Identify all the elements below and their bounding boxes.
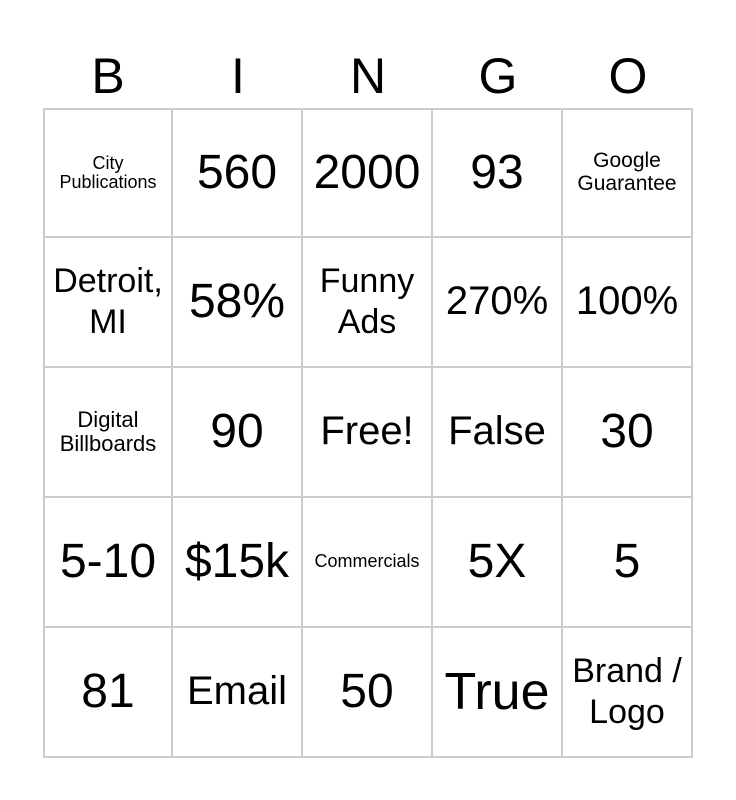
bingo-cell[interactable]: 560	[173, 108, 303, 238]
bingo-cell[interactable]: True	[433, 628, 563, 758]
header-letter-b: B	[91, 48, 125, 104]
header-letter-g: G	[478, 48, 518, 104]
bingo-cell[interactable]: 58%	[173, 238, 303, 368]
bingo-cell[interactable]: Google Guarantee	[563, 108, 693, 238]
header-letter-i: I	[231, 48, 245, 104]
bingo-cell[interactable]: 93	[433, 108, 563, 238]
bingo-cell[interactable]: Digital Billboards	[43, 368, 173, 498]
bingo-header	[43, 44, 693, 108]
bingo-cell[interactable]: False	[433, 368, 563, 498]
header-letter-n: N	[349, 48, 387, 104]
bingo-cell[interactable]: Free!	[303, 368, 433, 498]
bingo-cell[interactable]: 5X	[433, 498, 563, 628]
bingo-cell[interactable]: Brand / Logo	[563, 628, 693, 758]
bingo-cell[interactable]: 50	[303, 628, 433, 758]
bingo-cell[interactable]: Commercials	[303, 498, 433, 628]
bingo-cell[interactable]: Email	[173, 628, 303, 758]
bingo-cell[interactable]: 90	[173, 368, 303, 498]
bingo-cell[interactable]: 270%	[433, 238, 563, 368]
bingo-cell[interactable]: Funny Ads	[303, 238, 433, 368]
bingo-cell[interactable]: 30	[563, 368, 693, 498]
header-letter-o: O	[608, 48, 648, 104]
bingo-cell[interactable]: City Publications	[43, 108, 173, 238]
bingo-cell[interactable]: Detroit, MI	[43, 238, 173, 368]
bingo-cell[interactable]: $15k	[173, 498, 303, 628]
bingo-cell[interactable]: 2000	[303, 108, 433, 238]
bingo-cell[interactable]: 81	[43, 628, 173, 758]
bingo-board	[43, 108, 693, 758]
bingo-cell[interactable]: 100%	[563, 238, 693, 368]
bingo-cell[interactable]: 5-10	[43, 498, 173, 628]
bingo-cell[interactable]: 5	[563, 498, 693, 628]
